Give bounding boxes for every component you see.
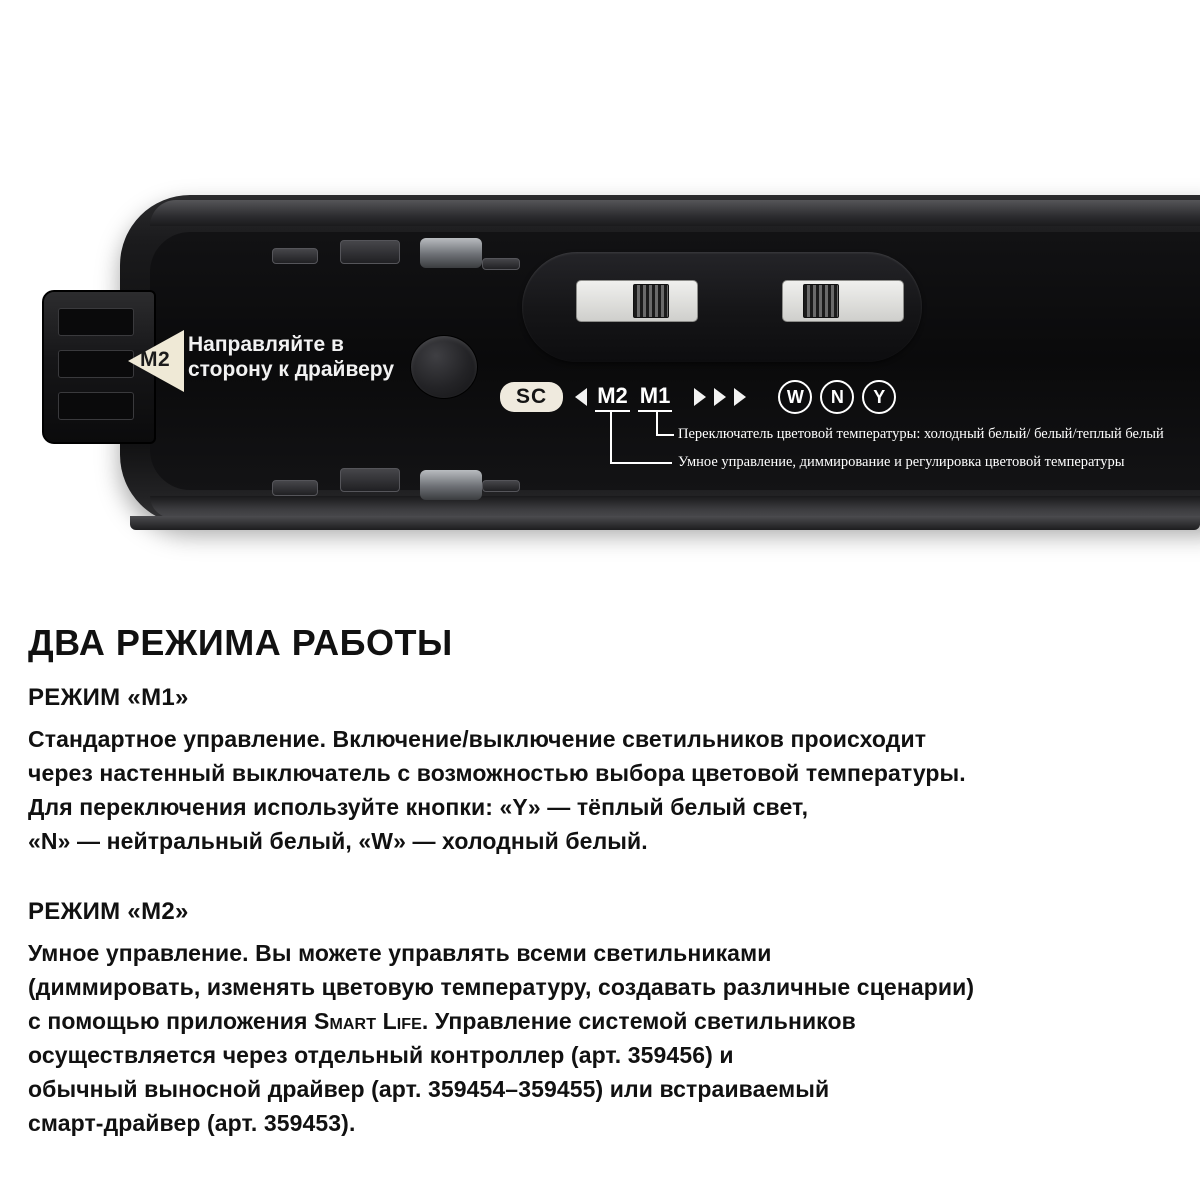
end-cap-slot: [58, 392, 134, 420]
mode-1-line1: Стандартное управление. Включение/выключение светильников происходит: [28, 726, 927, 752]
dip-switch-knob[interactable]: [633, 284, 669, 318]
arrow-right-icon: [694, 388, 706, 406]
switch-legend: [500, 380, 896, 414]
mode-2-heading: РЕЖИМ «M2»: [28, 898, 189, 925]
mode-2-body: [28, 936, 1188, 1140]
page-title: ДВА РЕЖИМА РАБОТЫ: [28, 622, 453, 663]
mode-2-line3-prefix: с помощью приложения: [28, 1008, 315, 1034]
mode-2-line6: смарт-драйвер (арт. 359453).: [28, 1110, 356, 1136]
leader-line: [610, 412, 612, 464]
dip-switch-mode[interactable]: [576, 280, 698, 322]
mode-1-line4: «N» — нейтральный белый, «W» — холодный белый.: [28, 828, 648, 854]
mode-1-body: [28, 722, 1178, 858]
m2-badge-label: M2: [140, 348, 171, 371]
sc-label: SC: [500, 382, 563, 412]
track-bottom-highlight: [150, 496, 1200, 518]
direction-note-line2: сторону к драйверу: [188, 358, 395, 381]
track-rail: [340, 240, 400, 264]
legend-w: W: [778, 380, 812, 414]
end-cap-slot: [58, 308, 134, 336]
track-rail: [272, 248, 318, 264]
callout-temperature: Переключатель цветовой температуры: холодный белый/ белый/теплый белый: [678, 426, 1164, 442]
arrow-right-icon: [734, 388, 746, 406]
callout-smart: Умное управление, диммирование и регулировка цветовой температуры: [678, 454, 1125, 470]
legend-m1: M1: [638, 383, 673, 412]
mode-2-line5: обычный выносной драйвер (арт. 359454–359455) или встраиваемый: [28, 1076, 830, 1102]
leader-line: [610, 462, 672, 464]
mode-2-line4: осуществляется через отдельный контроллер (арт. 359456) и: [28, 1042, 734, 1068]
direction-note: [188, 332, 408, 382]
track-bottom-edge: [130, 516, 1200, 530]
direction-note-line1: Направляйте в: [188, 333, 344, 356]
mode-2-line2: (диммировать, изменять цветовую температуру, создавать различные сценарии): [28, 974, 975, 1000]
track-rail: [482, 480, 520, 492]
mode-2-line3-suffix: . Управление системой светильников: [421, 1008, 856, 1034]
mode-2-line1: Умное управление. Вы можете управлять всеми светильниками: [28, 940, 772, 966]
leader-line: [656, 412, 658, 436]
mode-2-line3: [28, 1004, 1188, 1038]
dip-switch-color-temp[interactable]: [782, 280, 904, 322]
leader-line: [656, 434, 674, 436]
metal-contact-clip: [420, 238, 482, 268]
legend-y: Y: [862, 380, 896, 414]
track-rail: [340, 468, 400, 492]
m2-arrow-icon: [128, 330, 192, 392]
track-rail: [482, 258, 520, 270]
mode-2-block: [28, 898, 1188, 1140]
app-name: Smart Life: [314, 1008, 422, 1034]
arrow-left-icon: [575, 388, 587, 406]
track-top-highlight: [150, 200, 1200, 226]
mode-1-line3: Для переключения используйте кнопки: «Y» — тёплый белый свет,: [28, 794, 809, 820]
legend-n: N: [820, 380, 854, 414]
round-screw-button: [410, 335, 478, 399]
mode-1-block: [28, 684, 1178, 858]
mode-1-line2: через настенный выключатель с возможностью выбора цветовой температуры.: [28, 760, 966, 786]
legend-m2: M2: [595, 383, 630, 412]
arrow-right-icon: [714, 388, 726, 406]
end-cap-slot: [58, 350, 134, 378]
mode-1-heading: РЕЖИМ «M1»: [28, 684, 189, 711]
metal-contact-clip: [420, 470, 482, 500]
description-section: [0, 600, 1200, 1200]
track-rail: [272, 480, 318, 496]
dip-switch-knob[interactable]: [803, 284, 839, 318]
